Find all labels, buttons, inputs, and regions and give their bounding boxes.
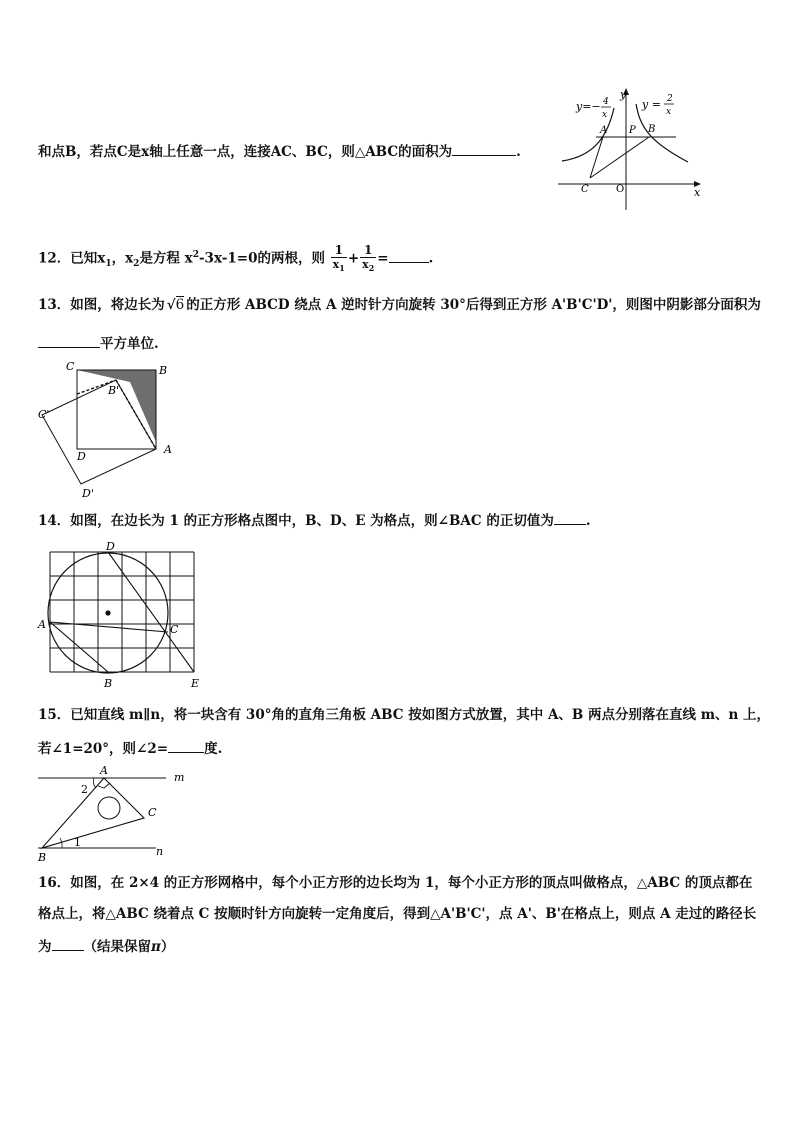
q11-point-b: B — [648, 124, 656, 135]
q12-fraction-2: $\frac{1}{x_2}$ — [362, 242, 375, 274]
q16-pi: π — [151, 939, 161, 955]
q12-sup: 2 — [192, 250, 199, 260]
q15-text-b: 若∠1=20°，则∠2= — [38, 741, 169, 757]
q16-text-e: ） — [160, 939, 175, 955]
q12-text-b: ，x — [111, 250, 134, 267]
q14-line — [38, 510, 591, 530]
q11-axis-y: y — [620, 88, 627, 101]
q15-line-1 — [38, 706, 770, 724]
q13-label-d-prime: D' — [82, 487, 94, 500]
q15-label-c: C — [148, 806, 157, 819]
q15-angle-2: 2 — [81, 783, 88, 796]
q15-angle-1: 1 — [74, 836, 81, 849]
q12-fraction-1: $\frac{1}{x_1}$ — [332, 242, 345, 274]
q12-text-c: 是方程 x — [139, 250, 193, 267]
q13-label-c: C — [66, 360, 75, 373]
q15-text-c: 度. — [204, 741, 223, 757]
q16-answer-blank — [52, 936, 84, 951]
q11-answer-blank — [452, 141, 516, 156]
q13-answer-blank — [38, 333, 100, 348]
q11-frac-right-num: 2 — [667, 94, 673, 104]
q15-text-a: 15．已知直线 m∥n，将一块含有 30°角的直角三角板 ABC 按如图方式放置，其中 A、B 两点分别落在直线 m、n 上， — [38, 707, 771, 723]
q13-text-a: 13．如图，将边长为 — [38, 297, 165, 313]
q16-text-a: 16．如图，在 2×4 的正方形网格中，每个小正方形的边长均为 1，每个小正方形的顶点叫做格点，△ABC 的顶点都在 — [38, 875, 753, 891]
q11-frac-right-den: x — [666, 107, 672, 117]
q12-text-a: 12．已知x — [38, 250, 106, 267]
q11-end: . — [516, 144, 521, 160]
q12-equals: = — [377, 250, 389, 267]
q16-text-b: 格点上，将△ABC 绕着点 C 按顺时针方向旋转一定角度后，得到△A'B'C'，点 A'、B'在格点上，则点 A 走过的路径长 — [38, 906, 757, 922]
q13-sqrt: √6 — [166, 297, 185, 313]
q12-line — [38, 236, 433, 274]
q12-sub2: 2 — [133, 259, 140, 270]
q12-text-d: -3x-1=0的两根，则 — [198, 250, 325, 267]
q12-sub1: 1 — [105, 259, 112, 270]
q14-label-a: A — [38, 618, 46, 631]
q11-point-a: A — [600, 125, 608, 136]
q14-label-b: B — [104, 677, 113, 690]
q13-label-c-prime: C' — [38, 408, 50, 421]
q16-line-2 — [38, 905, 756, 923]
q13-text-b: 的正方形 ABCD 绕点 A 逆时针方向旋转 30°后得到正方形 A'B'C'D'，则图中阴影部分面积为 — [186, 297, 761, 313]
q13-line-2 — [38, 333, 159, 353]
q14-label-d: D — [106, 540, 115, 553]
q12-plus: + — [347, 250, 360, 267]
q11-label-right: y = — [642, 98, 661, 111]
q13-line-1 — [38, 296, 761, 314]
q11-point-c: C — [581, 184, 589, 195]
q11-axis-x: x — [694, 186, 701, 199]
q11-point-p: P — [629, 125, 636, 136]
q16-text-c: 为 — [38, 939, 52, 955]
q14-label-e: E — [191, 677, 200, 690]
q11-hyperbola-figure — [556, 86, 706, 214]
q15-label-m: m — [174, 771, 185, 784]
q16-text-d: （结果保留 — [83, 939, 151, 955]
q15-label-b: B — [38, 851, 47, 864]
q13-square-figure — [36, 358, 184, 502]
q11-frac-left-num: 4 — [603, 97, 609, 107]
q13-label-b-prime: B' — [108, 384, 120, 397]
q16-line-1 — [38, 874, 752, 892]
q15-answer-blank — [168, 738, 204, 753]
q12-answer-blank — [389, 248, 429, 263]
q15-label-n: n — [156, 845, 164, 858]
q13-label-d: D — [77, 450, 86, 463]
q16-line-3 — [38, 936, 174, 956]
q14-end: . — [585, 513, 591, 529]
q11-frac-left-den: x — [602, 110, 608, 120]
q14-answer-blank — [554, 510, 586, 525]
q13-text-c: 平方单位. — [100, 336, 159, 352]
q13-label-b: B — [159, 364, 168, 377]
q11-text: 和点B，若点C是x轴上任意一点，连接AC、BC，则△ABC的面积为 — [38, 144, 453, 160]
q12-end: . — [428, 250, 434, 267]
q11-line — [38, 141, 521, 161]
q15-line-2 — [38, 738, 222, 758]
q14-grid-figure — [34, 538, 214, 690]
q11-label-left: y=− — [576, 100, 601, 113]
q13-label-a: A — [164, 443, 172, 456]
q11-origin: O — [616, 184, 625, 195]
q14-label-c: C — [170, 623, 179, 636]
q15-triangle-figure — [34, 762, 194, 866]
q14-text: 14．如图，在边长为 1 的正方形格点图中，B、D、E 为格点，则∠BAC 的正切值为 — [38, 513, 554, 529]
q15-label-a: A — [100, 764, 108, 777]
